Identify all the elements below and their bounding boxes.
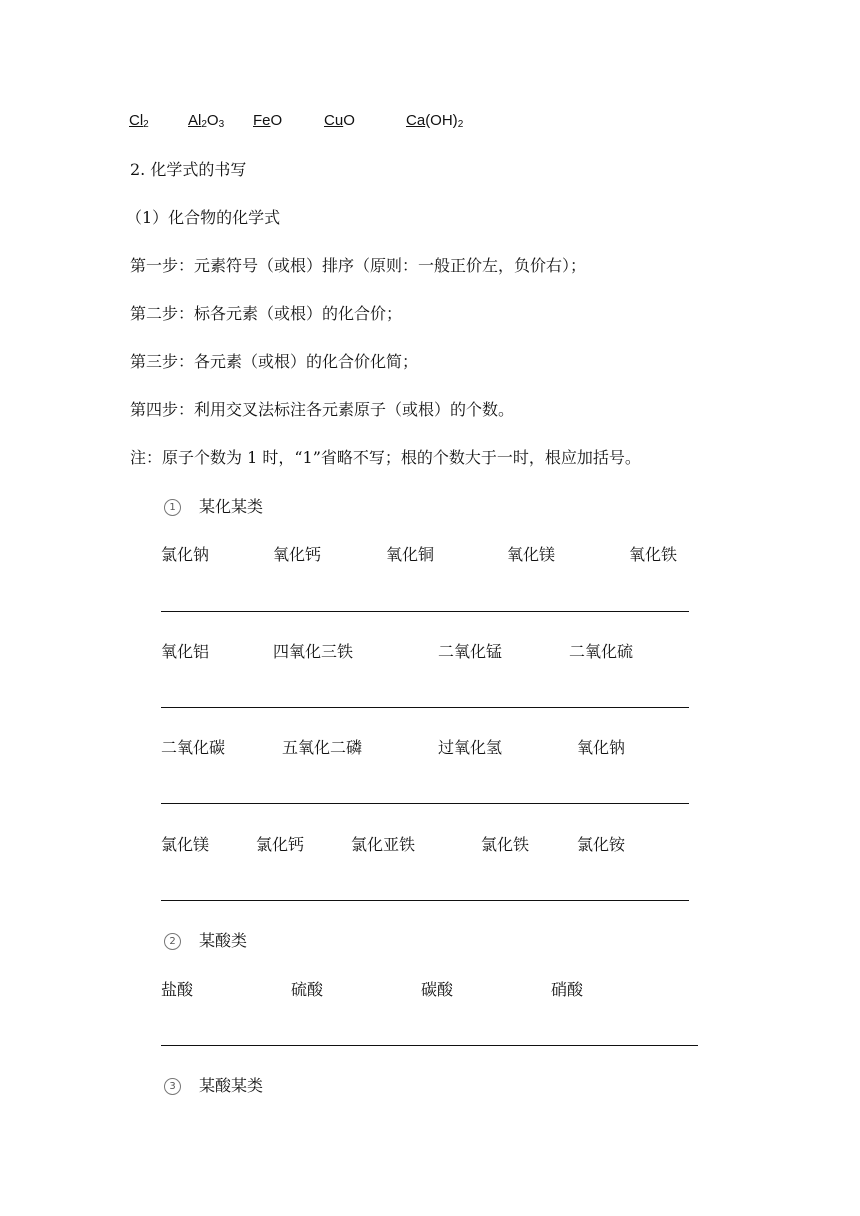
circled-number: 3 xyxy=(164,1078,181,1095)
compound-name: 氯化铁 xyxy=(481,835,530,854)
step-3: 第三步：各元素（或根）的化合价化简； xyxy=(130,352,419,371)
compound-name: 氯化钙 xyxy=(256,835,305,854)
compound-name: 氯化铵 xyxy=(577,835,626,854)
compound-name: 氧化铜 xyxy=(386,545,435,564)
acid-name: 碳酸 xyxy=(421,980,454,999)
compound-name: 氯化亚铁 xyxy=(351,835,416,854)
compound-name: 氯化镁 xyxy=(161,835,210,854)
acid-name: 硝酸 xyxy=(551,980,584,999)
formula-caoh2: $Ca(OH)_2$ xyxy=(406,112,464,130)
subsection-title: 某酸某类 xyxy=(199,1076,264,1095)
answer-line xyxy=(161,611,689,612)
compound-name: 二氧化碳 xyxy=(161,738,226,757)
note: 注：原子个数为 1 时，“1”省略不写；根的个数大于一时，根应加括号。 xyxy=(130,448,641,467)
compound-name: 四氧化三铁 xyxy=(273,642,354,661)
compound-name: 二氧化锰 xyxy=(438,642,503,661)
formula-cuo: CuO xyxy=(324,112,355,129)
subsection-1 xyxy=(164,496,263,518)
answer-line xyxy=(161,707,689,708)
subsection-title: 某酸类 xyxy=(199,931,248,950)
formula-cl2: $Cl_2$ xyxy=(129,112,149,130)
section-heading: 2. 化学式的书写 xyxy=(130,160,247,179)
compound-name: 氧化铝 xyxy=(161,642,210,661)
acid-name: 硫酸 xyxy=(291,980,324,999)
subheading: （1）化合物的化学式 xyxy=(126,208,281,227)
subsection-title: 某化某类 xyxy=(199,497,264,516)
formula-al2o3: $Al_2O_3$ xyxy=(188,112,225,130)
compound-name: 氧化铁 xyxy=(629,545,678,564)
compound-name: 氧化钙 xyxy=(273,545,322,564)
subsection-3 xyxy=(164,1075,263,1097)
circled-number: 1 xyxy=(164,499,181,516)
acid-name: 盐酸 xyxy=(161,980,194,999)
formula-feo: FeO xyxy=(253,112,283,129)
step-2: 第二步：标各元素（或根）的化合价； xyxy=(130,304,403,323)
compound-name: 氧化镁 xyxy=(507,545,556,564)
answer-line xyxy=(161,900,689,901)
step-1: 第一步：元素符号（或根）排序（原则：一般正价左，负价右）； xyxy=(130,256,587,275)
subsection-2 xyxy=(164,930,247,952)
compound-name: 过氧化氢 xyxy=(438,738,503,757)
circled-number: 2 xyxy=(164,933,181,950)
step-4: 第四步：利用交叉法标注各元素原子（或根）的个数。 xyxy=(130,400,515,419)
compound-name: 五氧化二磷 xyxy=(282,738,363,757)
compound-name: 二氧化硫 xyxy=(569,642,634,661)
answer-line xyxy=(161,803,689,804)
compound-name: 氯化钠 xyxy=(161,545,210,564)
compound-name: 氧化钠 xyxy=(577,738,626,757)
answer-line xyxy=(161,1045,698,1046)
